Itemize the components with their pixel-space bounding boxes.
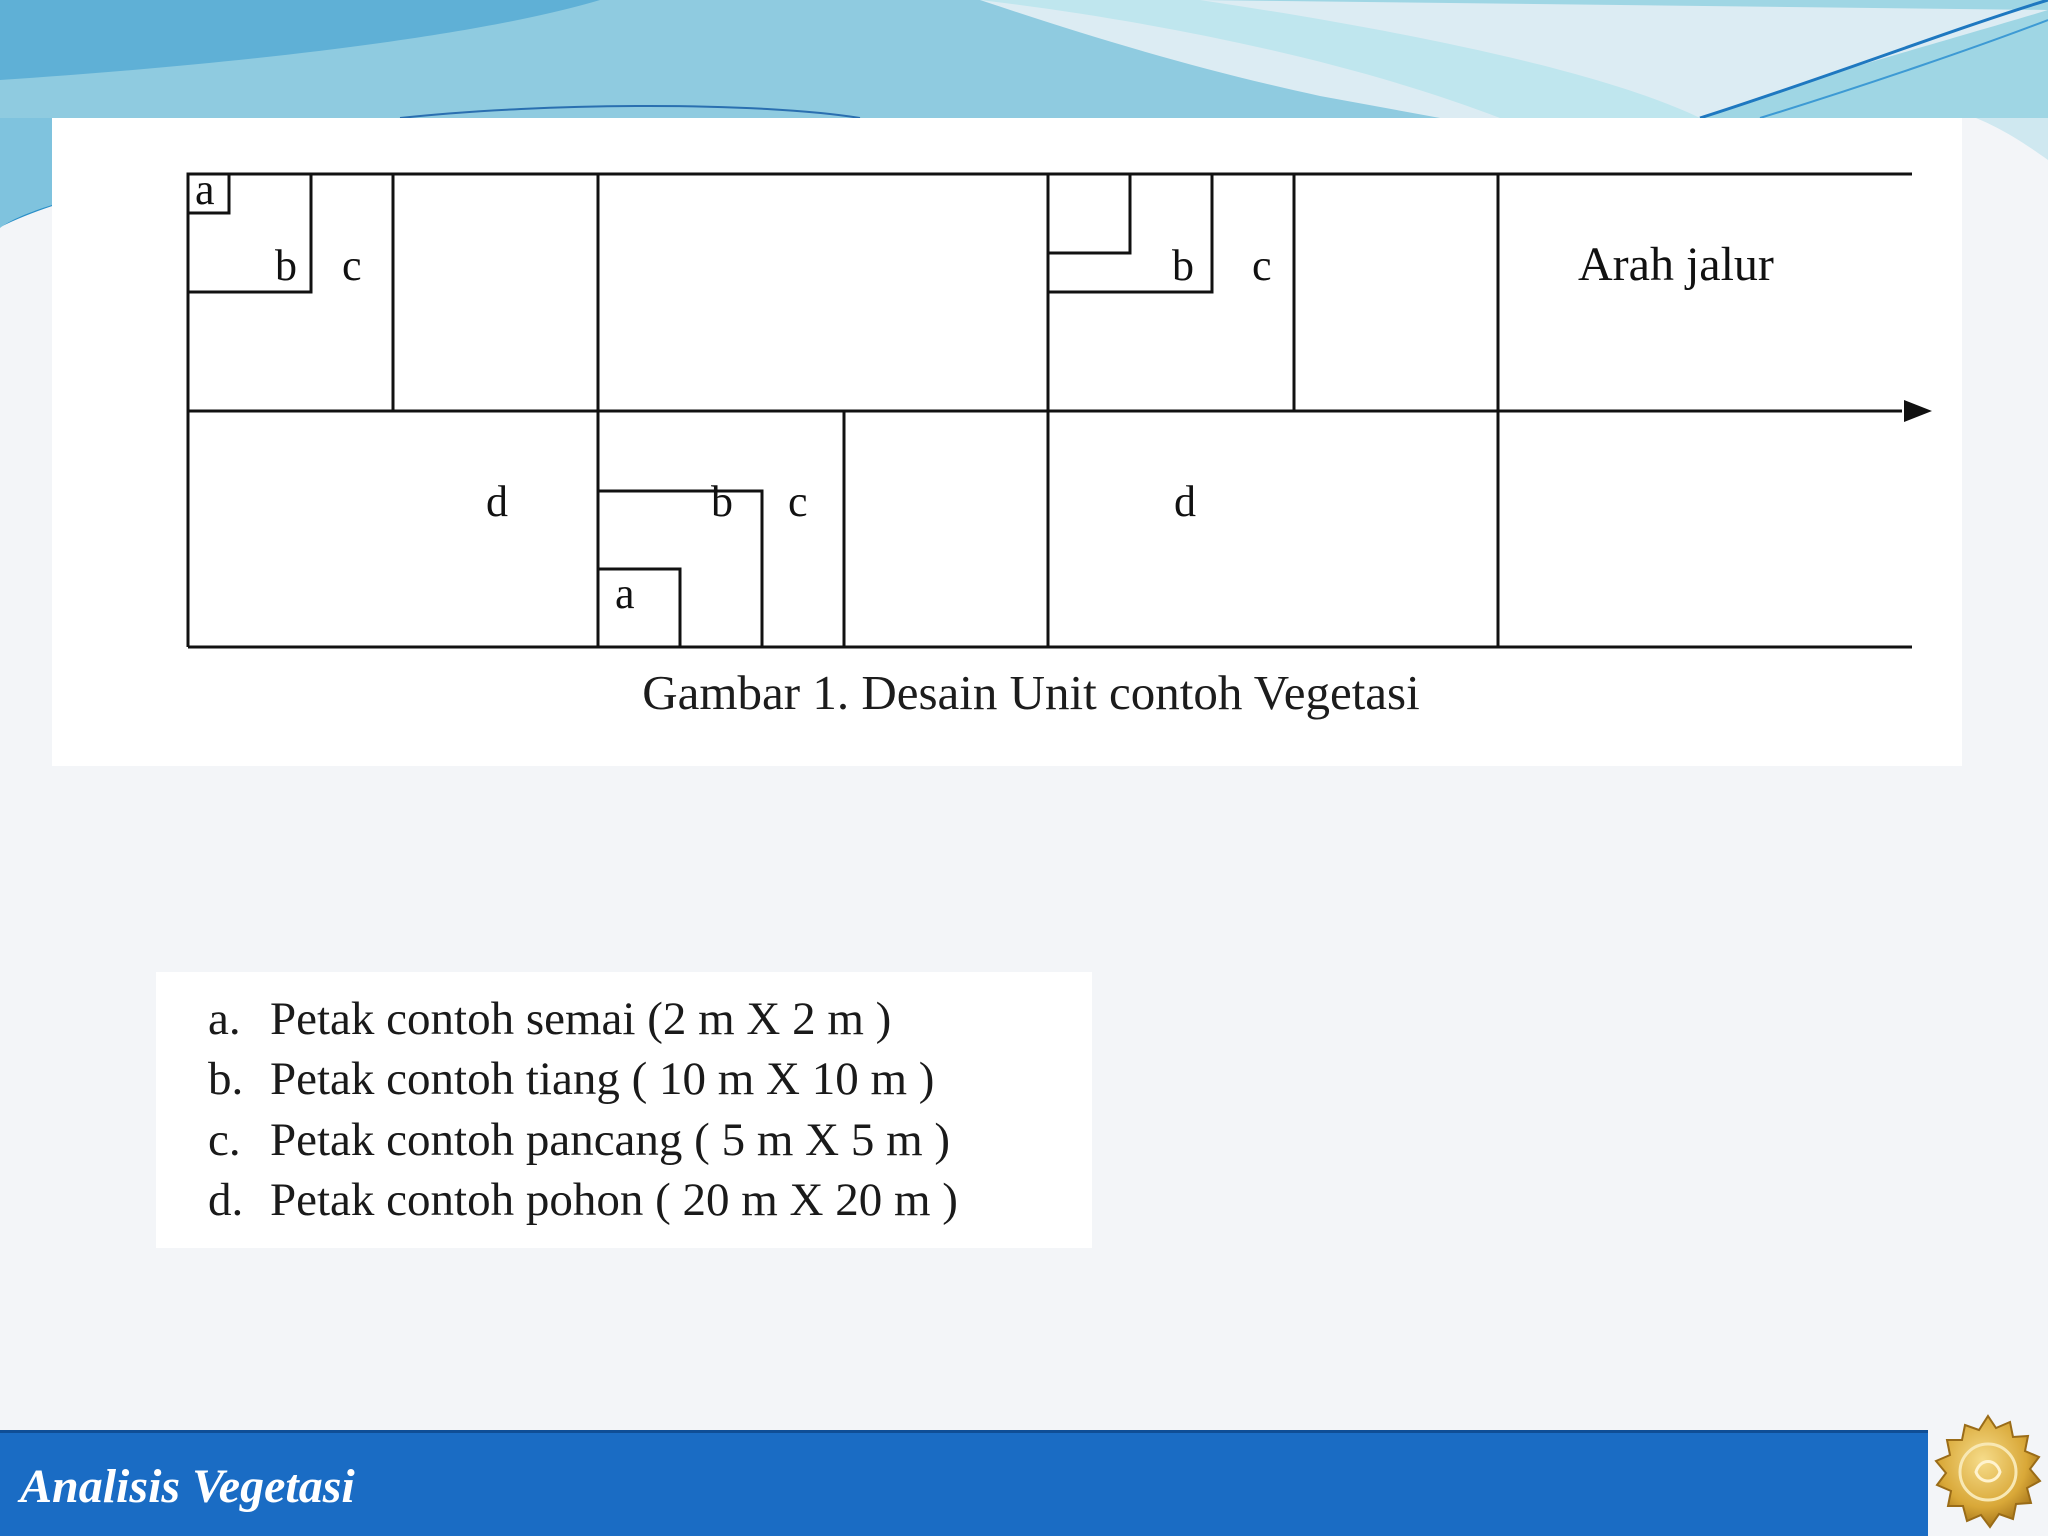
label-c-lower-middle: c — [788, 477, 808, 526]
legend-item-tiang — [208, 1052, 934, 1106]
plot-a-lower-middle — [598, 569, 680, 647]
label-d-lower-right: d — [1174, 477, 1196, 526]
label-b-upper-middle: b — [1172, 241, 1194, 290]
figure-caption: Gambar 1. Desain Unit contoh Vegetasi — [642, 665, 1420, 720]
legend-key: c. — [208, 1114, 241, 1166]
legend-key: b. — [208, 1053, 244, 1105]
legend-text: Petak contoh semai (2 m X 2 m ) — [270, 993, 892, 1045]
footer-bar — [0, 1430, 1928, 1536]
figure-panel — [52, 118, 1962, 766]
label-d-lower-left: d — [486, 477, 508, 526]
label-b-lower-middle: b — [711, 477, 733, 526]
legend-text: Petak contoh tiang ( 10 m X 10 m ) — [270, 1053, 935, 1105]
direction-arrowhead — [1904, 400, 1932, 422]
footer-title: Analisis Vegetasi — [20, 1460, 355, 1513]
legend-key: a. — [208, 993, 241, 1045]
label-b-upper-left: b — [275, 241, 297, 290]
legend-key: d. — [208, 1174, 244, 1226]
label-c-upper-middle: c — [1252, 241, 1272, 290]
legend-text: Petak contoh pancang ( 5 m X 5 m ) — [270, 1114, 951, 1166]
legend-text: Petak contoh pohon ( 20 m X 20 m ) — [270, 1174, 958, 1226]
plot-a-upper-middle — [1048, 174, 1130, 253]
legend-item-pancang — [208, 1113, 950, 1167]
vegetation-sampling-diagram — [52, 118, 1962, 658]
legend-item-pohon — [208, 1173, 958, 1227]
label-a-lower-middle: a — [615, 569, 635, 618]
label-c-upper-left: c — [342, 241, 362, 290]
label-a-upper-left: a — [195, 165, 215, 214]
legend-item-semai — [208, 992, 891, 1046]
direction-label: Arah jalur — [1578, 238, 1774, 291]
legend-panel — [156, 972, 1092, 1248]
university-seal-icon — [1928, 1412, 2048, 1536]
